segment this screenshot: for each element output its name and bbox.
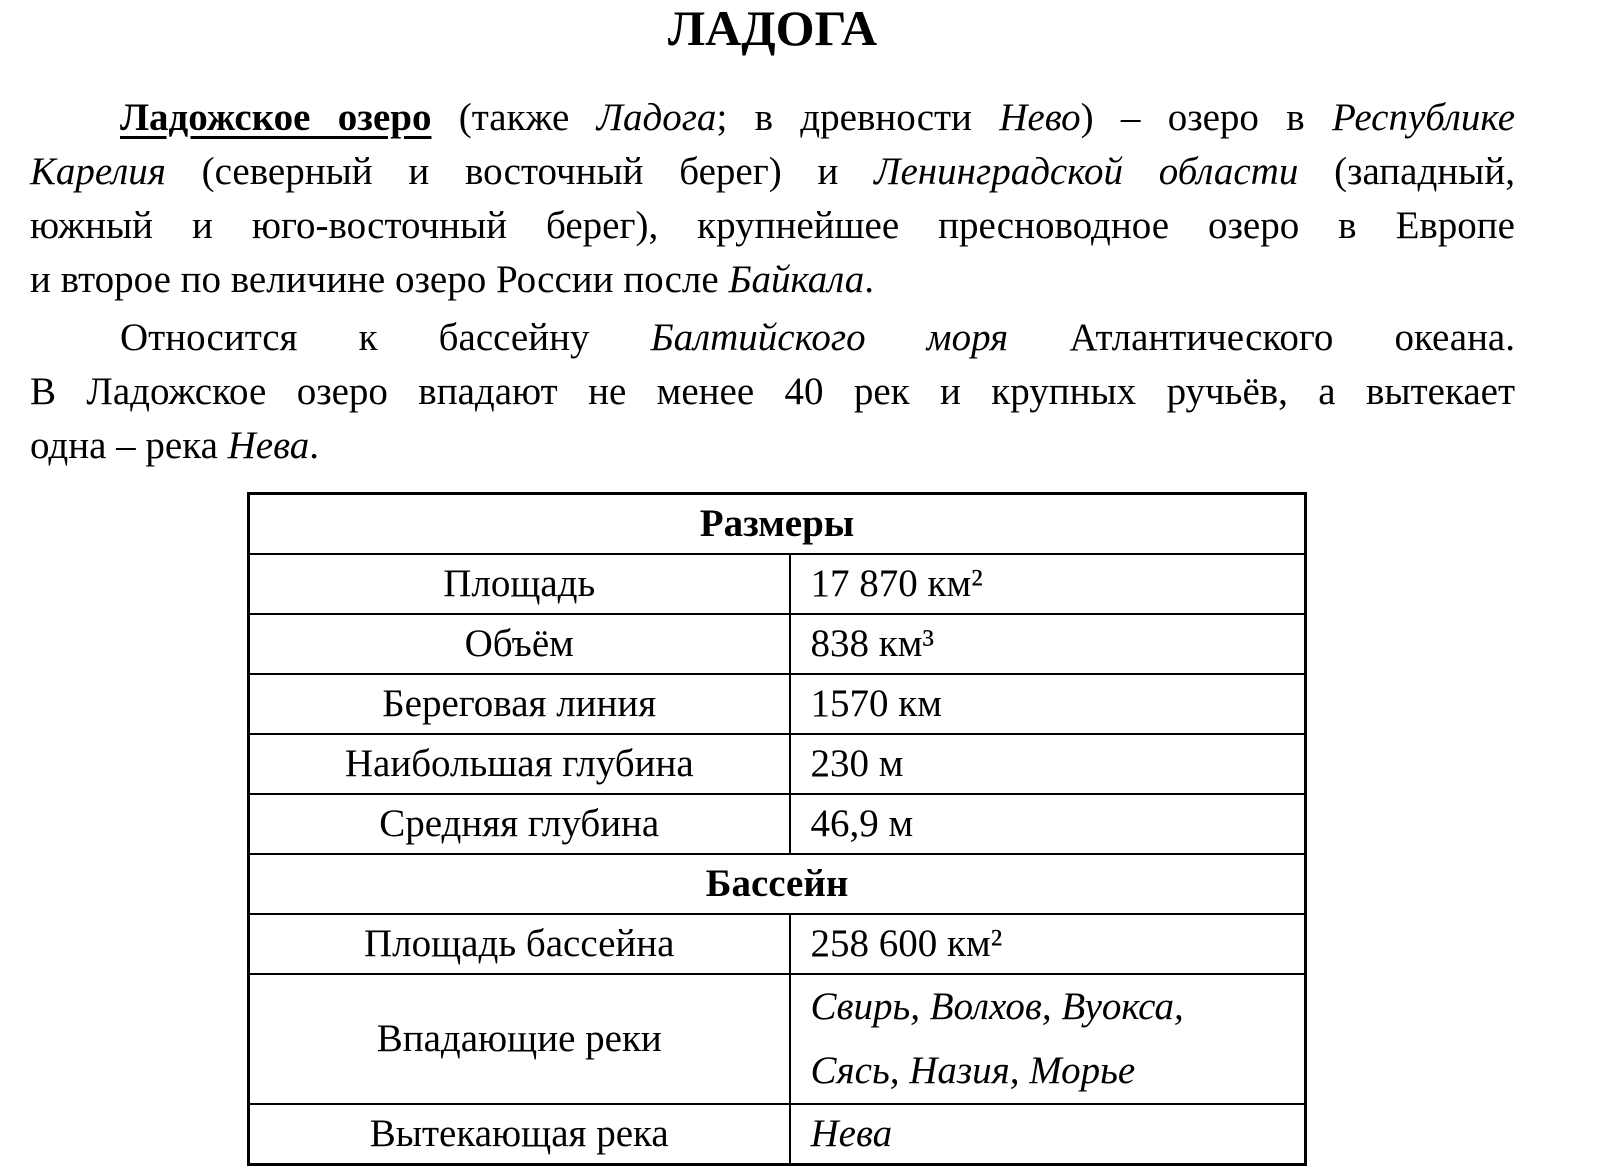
italic-term: Карелия	[30, 150, 166, 193]
italic-term: Ленинградской области	[874, 150, 1299, 193]
lake-info-table	[247, 492, 1307, 1166]
text-run: ) – озеро в	[1080, 96, 1332, 139]
table-row	[249, 914, 1306, 974]
row-label: Средняя глубина	[249, 794, 790, 854]
body-text	[30, 91, 1515, 473]
table-row	[249, 974, 1306, 1104]
text-run: одна – река	[30, 424, 228, 467]
table-row	[249, 674, 1306, 734]
text-run: В Ладожское озеро впадают не менее 40 рек и крупных ручьёв, а вытекает	[30, 370, 1515, 413]
text-run: и второе по величине озеро России после	[30, 258, 729, 301]
row-value: 838 км³	[790, 614, 1306, 674]
table-section-header: Бассейн	[249, 854, 1306, 914]
text-run: (также	[431, 96, 597, 139]
italic-term: Ладога	[596, 96, 717, 139]
table-section-header: Размеры	[249, 494, 1306, 555]
table-row	[249, 614, 1306, 674]
text-run: .	[309, 424, 320, 467]
text-line	[30, 419, 1515, 473]
text-line	[30, 365, 1515, 419]
table-section-row	[249, 854, 1306, 914]
row-value: 1570 км	[790, 674, 1306, 734]
italic-term: Байкала	[728, 258, 865, 301]
row-label: Впадающие реки	[249, 974, 790, 1104]
italic-term: Балтийского моря	[650, 316, 1009, 359]
row-value: 230 м	[790, 734, 1306, 794]
row-label: Береговая линия	[249, 674, 790, 734]
row-value: 258 600 км²	[790, 914, 1306, 974]
text-run: Относится к бассейну	[120, 316, 651, 359]
text-run: Атлантического океана.	[1008, 316, 1515, 359]
lake-name-emphasis: Ладожское озеро	[120, 96, 432, 139]
text-line	[30, 91, 1515, 145]
row-label: Площадь бассейна	[249, 914, 790, 974]
paragraph	[30, 91, 1515, 307]
text-run: (западный,	[1298, 150, 1515, 193]
text-run: ; в древности	[716, 96, 1000, 139]
row-value: 17 870 км²	[790, 554, 1306, 614]
row-label: Объём	[249, 614, 790, 674]
table-row	[249, 794, 1306, 854]
table-row	[249, 734, 1306, 794]
paragraph	[30, 311, 1515, 473]
text-run: южный и юго-восточный берег), крупнейшее пресноводное озеро в Европе	[30, 204, 1515, 247]
row-label: Площадь	[249, 554, 790, 614]
italic-term: Нево	[999, 96, 1081, 139]
table-row	[249, 1104, 1306, 1165]
text-run: .	[864, 258, 874, 301]
text-line	[30, 145, 1515, 199]
text-line	[30, 199, 1515, 253]
row-value: Нева	[790, 1104, 1306, 1165]
italic-term: Республике	[1331, 96, 1516, 139]
row-value: Свирь, Волхов, Вуокса, Сясь, Назия, Морье	[790, 974, 1306, 1104]
text-line	[30, 253, 1515, 307]
italic-term: Нева	[227, 424, 310, 467]
table-section-row	[249, 494, 1306, 555]
row-value: 46,9 м	[790, 794, 1306, 854]
row-label: Наибольшая глубина	[249, 734, 790, 794]
row-label: Вытекающая река	[249, 1104, 790, 1165]
table-row	[249, 554, 1306, 614]
text-run: (северный и восточный берег) и	[165, 150, 875, 193]
text-line	[30, 311, 1515, 365]
page-title: ЛАДОГА	[667, 0, 878, 56]
